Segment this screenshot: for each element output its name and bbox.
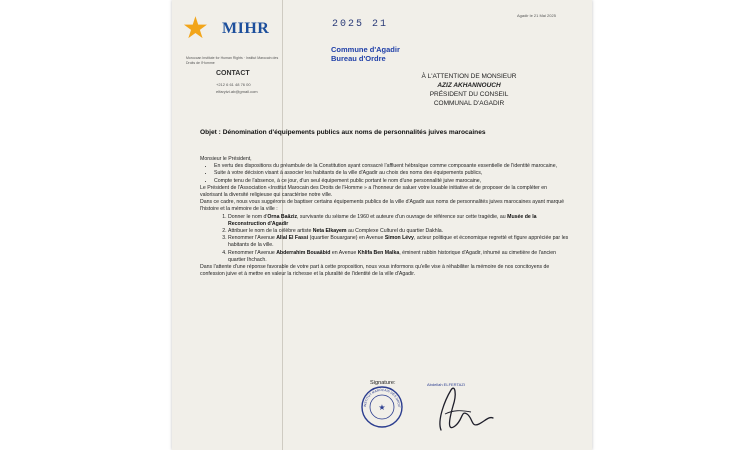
svg-text:INSTITUT MAROCAIN DES DROITS D: INSTITUT MAROCAIN DES DROIT (362, 387, 402, 408)
svg-text:Abdellah ELFERTAZI: Abdellah ELFERTAZI (427, 382, 465, 387)
logo-text: MIHR (222, 20, 270, 37)
list-item: 4. Renommer l'Avenue Abderrahim Bouaâbid en Avenue Khlifa Ben Malka, éminent rabbin historique d'Agadir, inhumé au cimetière de l'ancien quartier Ihchach. (228, 250, 570, 264)
logo (180, 12, 280, 65)
contact-heading: CONTACT (216, 70, 250, 77)
signature-label: Signature: (370, 380, 396, 386)
proposal-list (200, 214, 570, 264)
reception-stamp (331, 45, 400, 63)
list-item: 1. Donner le nom d'Orna Baâziz, survivante du séisme de 1960 et auteure d'un ouvrage de référence sur cette tragédie, au Musée de la Reconstruction d'Agadir (228, 214, 570, 228)
addressee-title: COMMUNAL D'AGADIR (433, 100, 505, 107)
closing-paragraph: Dans l'attente d'une réponse favorable de votre part à cette proposition, nous vous informons qu'elle vise à réhabiliter la mémoire de nos concitoyens de confession juive et à mettre en valeur la richesse et la pluralité de l'identité de la ville d'Agadir. (200, 264, 550, 278)
star-icon: ★ (182, 12, 209, 45)
addressee-title: PRÉSIDENT DU CONSEIL (429, 91, 509, 98)
preamble-list (200, 163, 570, 185)
reception-stamp-date: 2025 21 (332, 19, 389, 30)
email-address: elfarytzi.ab@gmail.com (216, 89, 258, 94)
list-item: • Suite à votre décision visant à associer les habitants de la ville d'Agadir au choix des noms des équipements publics, (214, 170, 570, 177)
list-item: 2. Attribuer le nom de la célèbre artiste Neta Elkayem au Complexe Culturel du quartier Dakhla. (228, 228, 570, 235)
stamp-line-commune: Commune d'Agadir (331, 45, 400, 54)
subject-line: Objet : Dénomination d'équipements publics aux noms de personnalités juives marocaines (200, 129, 486, 136)
addressee-block (394, 72, 544, 108)
seal-stamp (360, 385, 404, 429)
paragraph: Dans ce cadre, nous vous suggérons de baptiser certains équipements publics de la ville d'Agadir aux noms de personnalités juives marocaines ayant marqué l'histoire et la mémoire de la ville : (200, 199, 565, 213)
list-item: • En vertu des dispositions du préambule de la Constitution ayant consacré l'affluent hébraïque comme composante essentielle de l'identité marocaine, (214, 163, 570, 170)
addressee-line: À L'ATTENTION DE MONSIEUR (421, 73, 517, 80)
salutation: Monsieur le Président, (200, 156, 252, 162)
letter-body (200, 156, 570, 278)
list-item: • Compte tenu de l'absence, à ce jour, d'un seul équipement public portant le nom d'une personnalité juive marocaine, (214, 178, 570, 185)
place-date: Agadir le 21 Mai 2025 (517, 13, 556, 18)
handwritten-signature (427, 380, 497, 440)
list-item: 3. Renommer l'Avenue Allal El Fassi (quartier Bouargane) en Avenue Simon Lévy, acteur politique et économique regretté et figure appréciée par les habitants de la ville. (228, 235, 570, 249)
paragraph: Le Président de l'Association «Institut Marocain des Droits de l'Homme » a l'honneur de saluer votre louable initiative et de proposer de la compléter en valorisant la diversité religieuse qui caractérise notre ville. (200, 184, 547, 199)
addressee-name: AZIZ AKHANNOUCH (437, 82, 501, 89)
phone-number: +212 6 61 48 76 00 (216, 82, 251, 87)
svg-text:★: ★ (378, 403, 386, 412)
letter-page (172, 0, 592, 450)
stamp-line-bureau: Bureau d'Ordre (331, 54, 386, 63)
logo-subtitle: Moroccan Institute for Human Rights · Institut Marocain des Droits de l'Homme (186, 56, 279, 65)
